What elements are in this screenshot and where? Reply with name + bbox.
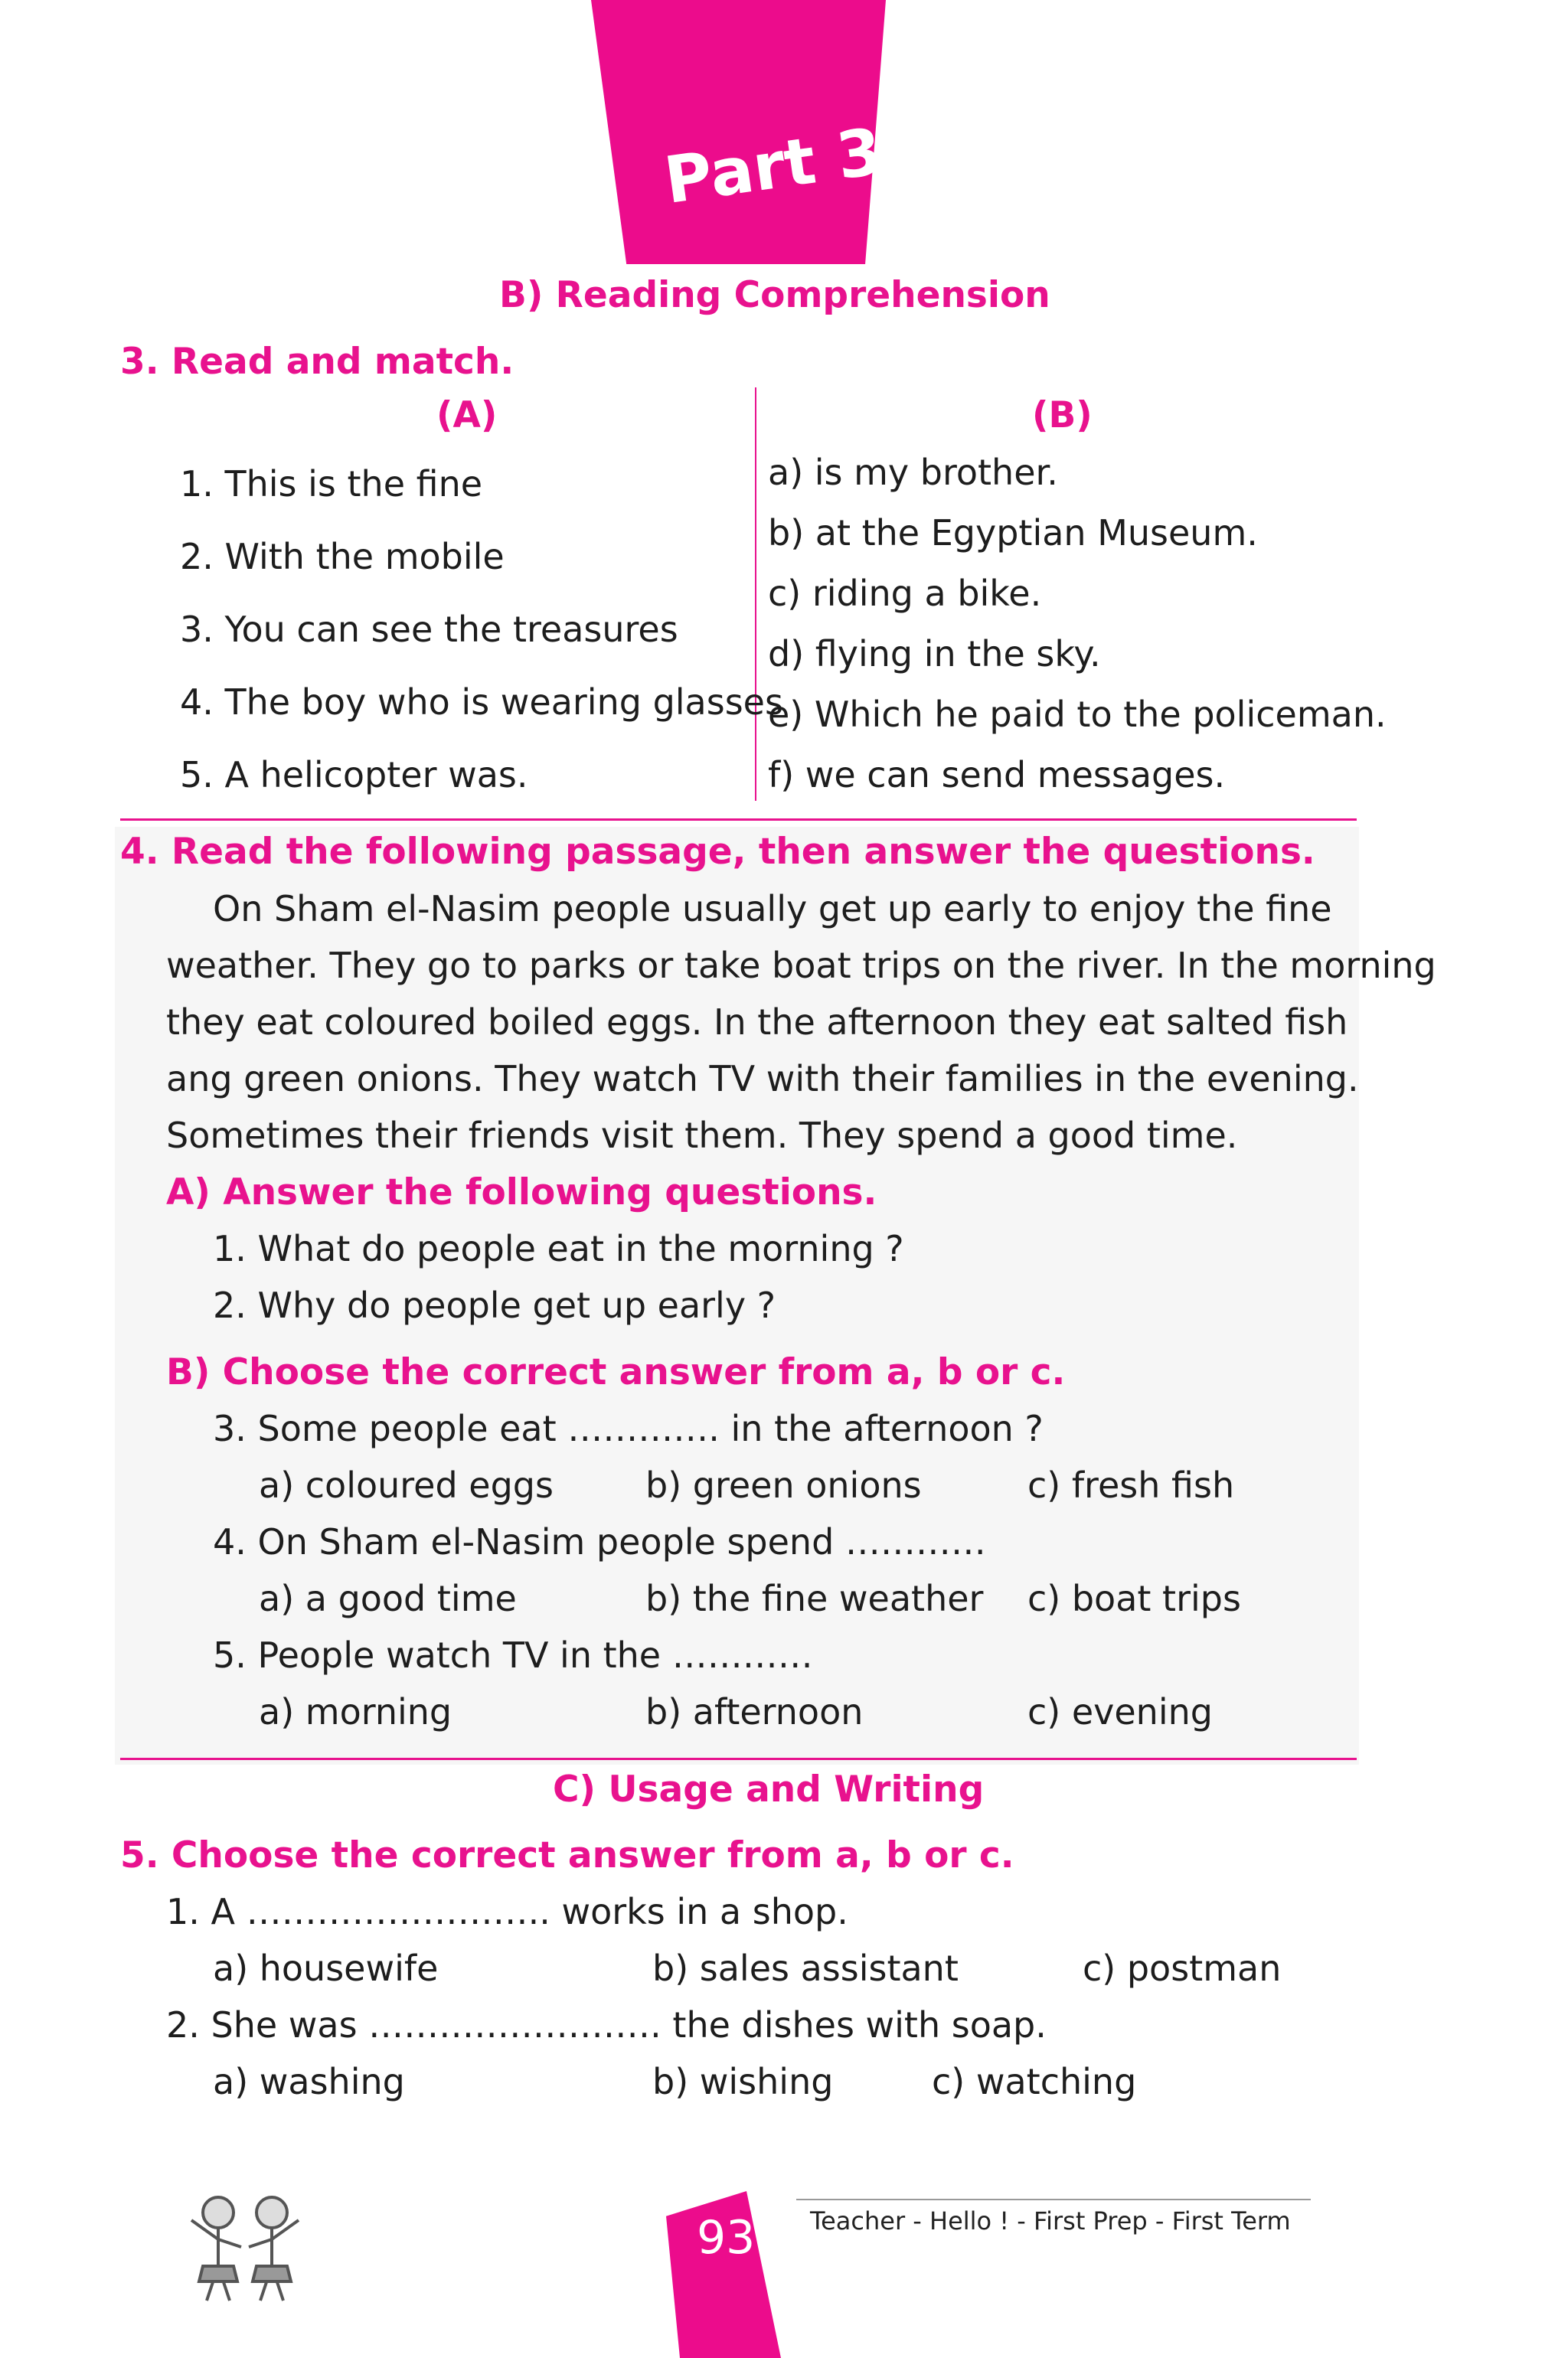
- match-b-item: b) at the Egyptian Museum.: [768, 512, 1258, 554]
- mcq-option-a: a) coloured eggs: [259, 1465, 554, 1506]
- passage-line: On Sham el-Nasim people usually get up early to enjoy the fine: [213, 888, 1332, 929]
- q5-title: 5. Choose the correct answer from a, b or c.: [120, 1834, 1014, 1876]
- col-b-header: (B): [1032, 394, 1093, 436]
- mcq-option-a: a) a good time: [259, 1578, 517, 1619]
- mcq-question: 1. A …………………….. works in a shop.: [166, 1891, 848, 1932]
- section-b-title: B) Reading Comprehension: [499, 274, 1050, 316]
- match-a-item: 4. The boy who is wearing glasses: [180, 681, 783, 723]
- mcq-option-c: c) fresh fish: [1027, 1465, 1235, 1506]
- mcq-option-b: b) the fine weather: [645, 1578, 984, 1619]
- mcq-option-a: a) housewife: [213, 1948, 439, 1989]
- col-a-header: (A): [436, 394, 498, 436]
- part-b-title: B) Choose the correct answer from a, b or c.: [166, 1351, 1066, 1393]
- passage-line: Sometimes their friends visit them. They spend a good time.: [166, 1115, 1238, 1156]
- footer-rule: [796, 2199, 1311, 2200]
- mcq-option-c: c) evening: [1027, 1691, 1213, 1733]
- kids-illustration-icon: [172, 2174, 318, 2320]
- mcq-option-c: c) boat trips: [1027, 1578, 1241, 1619]
- match-b-item: f) we can send messages.: [768, 754, 1226, 795]
- match-b-item: e) Which he paid to the policeman.: [768, 694, 1387, 735]
- mcq-question: 2. She was ……………………. the dishes with soap.: [166, 2004, 1047, 2046]
- match-a-item: 1. This is the fine: [180, 463, 483, 505]
- match-a-item: 3. You can see the treasures: [180, 609, 678, 650]
- mcq-option-b: b) green onions: [645, 1465, 922, 1506]
- divider-rule: [120, 1758, 1357, 1760]
- mcq-question: 3. Some people eat …………. in the afternoon ?: [213, 1408, 1044, 1449]
- footer-text: Teacher - Hello ! - First Prep - First Term: [810, 2206, 1291, 2236]
- part-a-title: A) Answer the following questions.: [166, 1171, 877, 1213]
- mcq-option-a: a) washing: [213, 2061, 405, 2102]
- passage-line: weather. They go to parks or take boat trips on the river. In the morning: [166, 945, 1436, 986]
- mcq-question: 5. People watch TV in the …………: [213, 1635, 813, 1676]
- mcq-option-b: b) afternoon: [645, 1691, 864, 1733]
- mcq-option-c: c) watching: [932, 2061, 1137, 2102]
- match-b-item: a) is my brother.: [768, 452, 1058, 493]
- q3-title: 3. Read and match.: [120, 341, 514, 383]
- divider-rule: [120, 818, 1357, 821]
- mcq-question: 4. On Sham el-Nasim people spend …………: [213, 1521, 986, 1563]
- q4-title: 4. Read the following passage, then answer the questions.: [120, 831, 1315, 873]
- mcq-option-b: b) sales assistant: [652, 1948, 959, 1989]
- question-item: 2. Why do people get up early ?: [213, 1285, 776, 1326]
- mcq-option-a: a) morning: [259, 1691, 452, 1733]
- mcq-option-b: b) wishing: [652, 2061, 834, 2102]
- page-number: 93: [697, 2211, 756, 2265]
- match-a-item: 5. A helicopter was.: [180, 754, 528, 795]
- question-item: 1. What do people eat in the morning ?: [213, 1228, 904, 1269]
- mcq-option-c: c) postman: [1083, 1948, 1282, 1989]
- passage-line: ang green onions. They watch TV with their families in the evening.: [166, 1058, 1359, 1099]
- passage-line: they eat coloured boiled eggs. In the afternoon they eat salted fish: [166, 1001, 1348, 1043]
- match-b-item: c) riding a bike.: [768, 573, 1042, 614]
- column-divider: [755, 387, 756, 801]
- match-b-item: d) flying in the sky.: [768, 633, 1101, 674]
- section-c-title: C) Usage and Writing: [553, 1768, 985, 1811]
- match-a-item: 2. With the mobile: [180, 536, 505, 577]
- part-title: Part 3: [660, 113, 887, 219]
